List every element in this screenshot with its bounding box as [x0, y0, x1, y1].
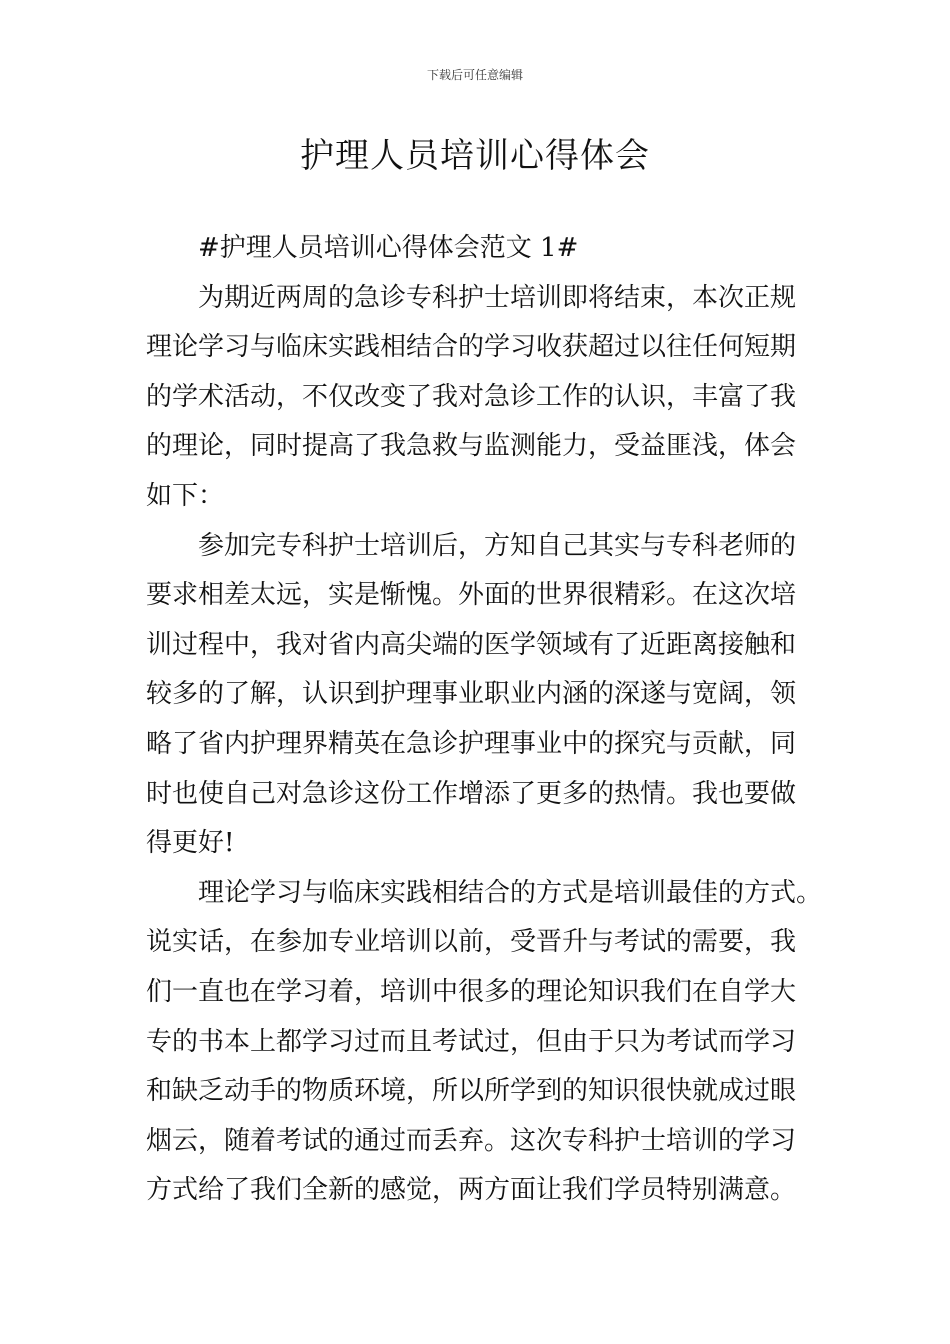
text-line: 要求相差太远，实是惭愧。外面的世界很精彩。在这次培 — [146, 580, 797, 611]
text-line: 如下： — [146, 480, 225, 511]
text-line: 方式给了我们全新的感觉，两方面让我们学员特别满意。 — [146, 1175, 797, 1206]
text-line: 略了省内护理界精英在急诊护理事业中的探究与贡献，同 — [146, 728, 797, 759]
document-title: 护理人员培训心得体会 — [300, 136, 650, 176]
text-line: 参加完专科护士培训后，方知自己其实与专科老师的 — [198, 530, 797, 561]
text-line: #护理人员培训心得体会范文 1# — [198, 233, 579, 263]
text-line: 的学术活动，不仅改变了我对急诊工作的认识，丰富了我 — [146, 381, 797, 412]
text-line: 们一直也在学习着，培训中很多的理论知识我们在自学大 — [146, 976, 797, 1007]
document-body — [146, 232, 823, 1224]
text-line: 得更好! — [146, 828, 235, 859]
text-line: 训过程中，我对省内高尖端的医学领域有了近距离接触和 — [146, 629, 797, 660]
text-line: 理论学习与临床实践相结合的学习收获超过以往任何短期 — [146, 332, 797, 363]
text-line: 理论学习与临床实践相结合的方式是培训最佳的方式。 — [198, 877, 823, 908]
text-line: 烟云，随着考试的通过而丢弃。这次专科护士培训的学习 — [146, 1125, 797, 1156]
text-line: 的理论，同时提高了我急救与监测能力，受益匪浅，体会 — [146, 431, 797, 462]
text-line: 时也使自己对急诊这份工作增添了更多的热情。我也要做 — [146, 778, 797, 809]
header-note: 下载后可任意编辑 — [426, 68, 523, 82]
text-line: 说实话，在参加专业培训以前，受晋升与考试的需要，我 — [146, 927, 797, 958]
text-line: 为期近两周的急诊专科护士培训即将结束，本次正规 — [198, 282, 797, 313]
text-line: 和缺乏动手的物质环境，所以所学到的知识很快就成过眼 — [146, 1076, 797, 1107]
text-line: 专的书本上都学习过而且考试过，但由于只为考试而学习 — [146, 1026, 797, 1057]
text-line: 较多的了解，认识到护理事业职业内涵的深遂与宽阔，领 — [146, 679, 797, 710]
